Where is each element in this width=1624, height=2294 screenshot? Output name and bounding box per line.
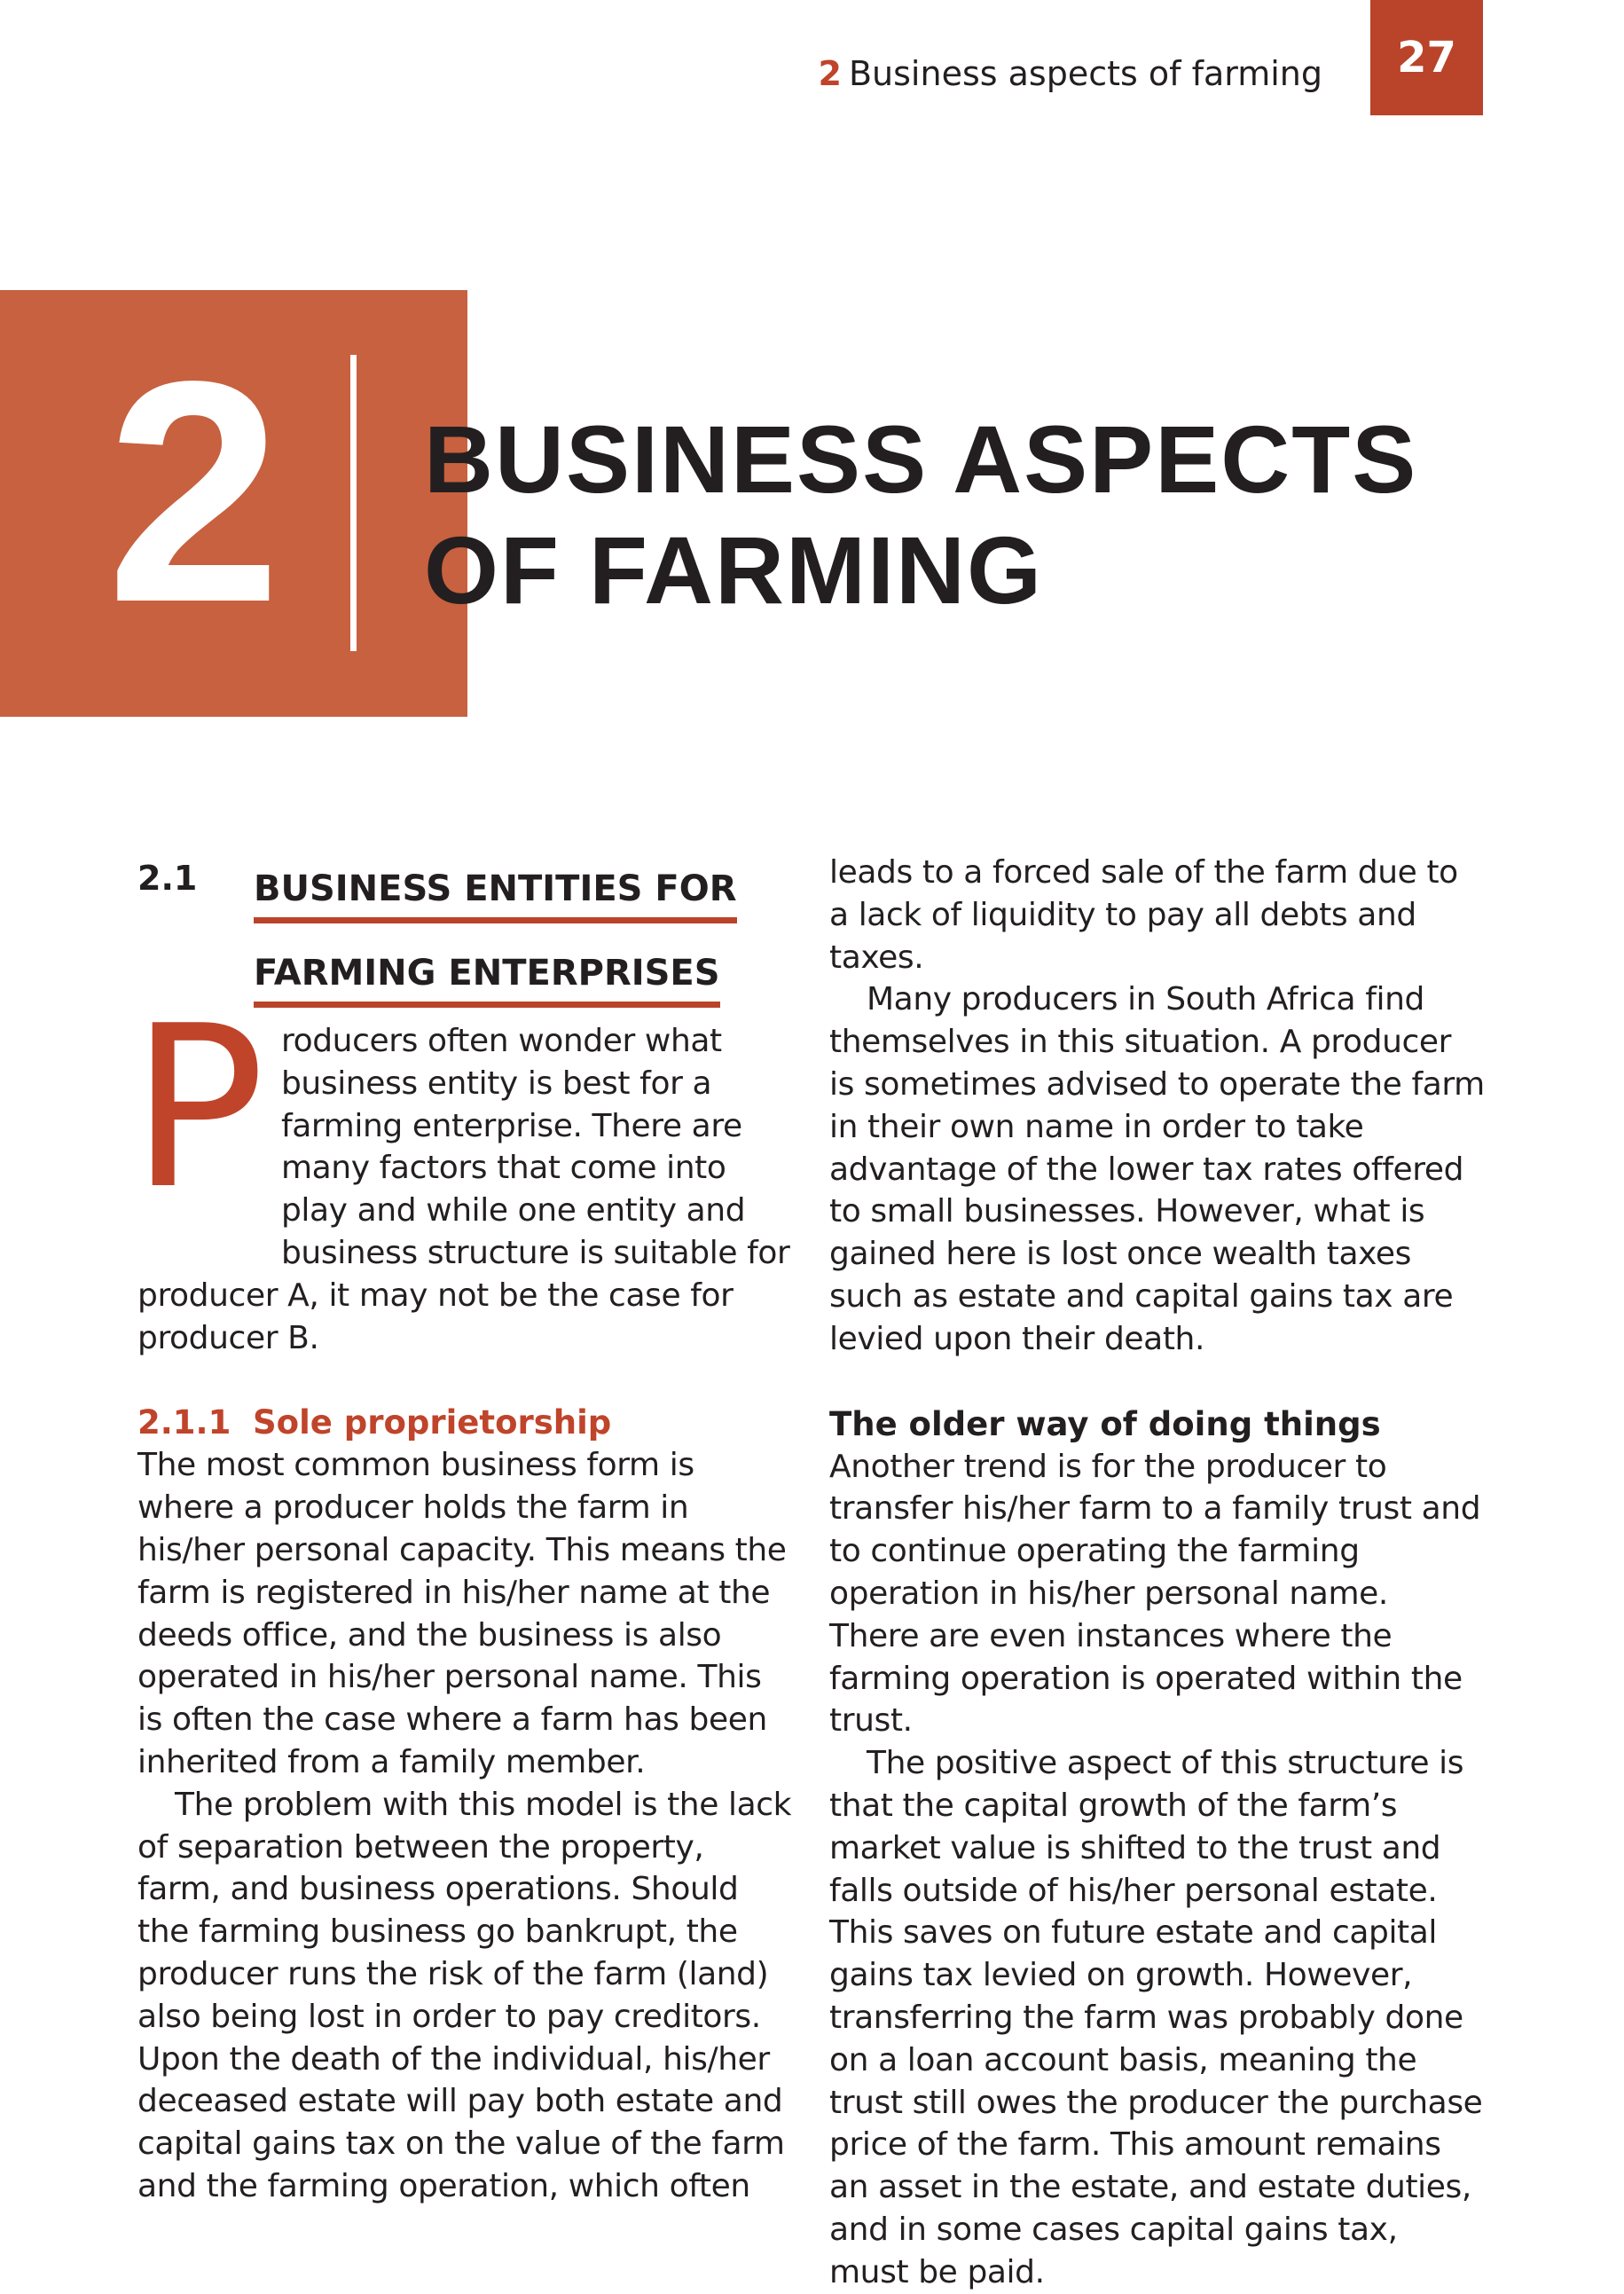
section-title-line-1: BUSINESS ENTITIES FOR	[254, 862, 737, 923]
body-paragraph: The positive aspect of this structure is that the capital growth of the farm’s market value is shifted to the trust and falls outside of his/her personal estate. This saves on future estate and capital gains tax levied on growth. However, transferring the farm was probably done on a loan account basis, meaning the trust still owes the producer the purchase price of the farm. This amount remains an asset in the estate, and estate duties, and in some cases capital gains tax, must be paid.	[829, 1745, 1483, 2290]
body-paragraph: Another trend is for the producer to transfer his/her farm to a family trust and to continue operating the farming operation in his/her personal name. There are even instances where the farming operation is operated within the trust.	[829, 1448, 1481, 1740]
page-number: 27	[1370, 0, 1483, 115]
subsection-title: Sole proprietorship	[253, 1403, 612, 1442]
chapter-divider	[350, 355, 357, 651]
running-header	[819, 51, 1322, 96]
section-title-line-2: FARMING ENTERPRISES	[254, 947, 720, 1008]
body-paragraph: Many producers in South Africa find themselves in this situation. A producer is sometimes advised to operate the farm in their own name in order to take advantage of the lower tax rates offered to small businesses. However, what is gained here is lost once wealth taxes such as estate and capital gains tax are levied upon their death.	[829, 981, 1485, 1357]
left-column	[130, 852, 794, 2208]
intro-text: roducers often wonder what business entity is best for a farming enterprise. There are many factors that come into play and while one entity and business structure is suitable for producer A, it may not be the case for producer B.	[137, 1023, 790, 1356]
section-number: 2.1	[137, 859, 198, 898]
body-paragraph: The problem with this model is the lack of separation between the property, farm, and business operations. Should the farming business go bankrupt, the producer runs the risk of the farm (land) also being lost in order to pay creditors. Upon the death of the individual, his/her deceased estate will pay both estate and capital gains tax on the value of the farm and the farming operation, which often	[137, 1786, 792, 2204]
body-paragraph: leads to a forced sale of the farm due to a lack of liquidity to pay all debts and taxes.	[829, 854, 1458, 976]
chapter-number: 2	[106, 317, 275, 668]
chapter-title-line-2: OF FARMING	[424, 516, 1043, 624]
drop-cap: P	[130, 978, 265, 1238]
running-header-chapter-number: 2	[818, 54, 842, 93]
subsection-number: 2.1.1	[137, 1403, 231, 1442]
chapter-title	[424, 404, 1577, 625]
intro-paragraph	[130, 978, 794, 1359]
subsection-heading	[137, 1402, 794, 1444]
body-paragraph: The most common business form is where a producer holds the farm in his/her personal capacity. This means the farm is registered in his/her name at the deeds office, and the business is also operated in his/her personal name. This is often the case where a farm has been inherited from a family member.	[137, 1447, 787, 1780]
older-way-heading: The older way of doing things	[829, 1404, 1381, 1443]
chapter-title-line-1: BUSINESS ASPECTS	[424, 405, 1418, 513]
right-column	[829, 852, 1486, 2294]
section-title	[254, 852, 804, 1020]
running-header-title: Business aspects of farming	[848, 54, 1322, 93]
